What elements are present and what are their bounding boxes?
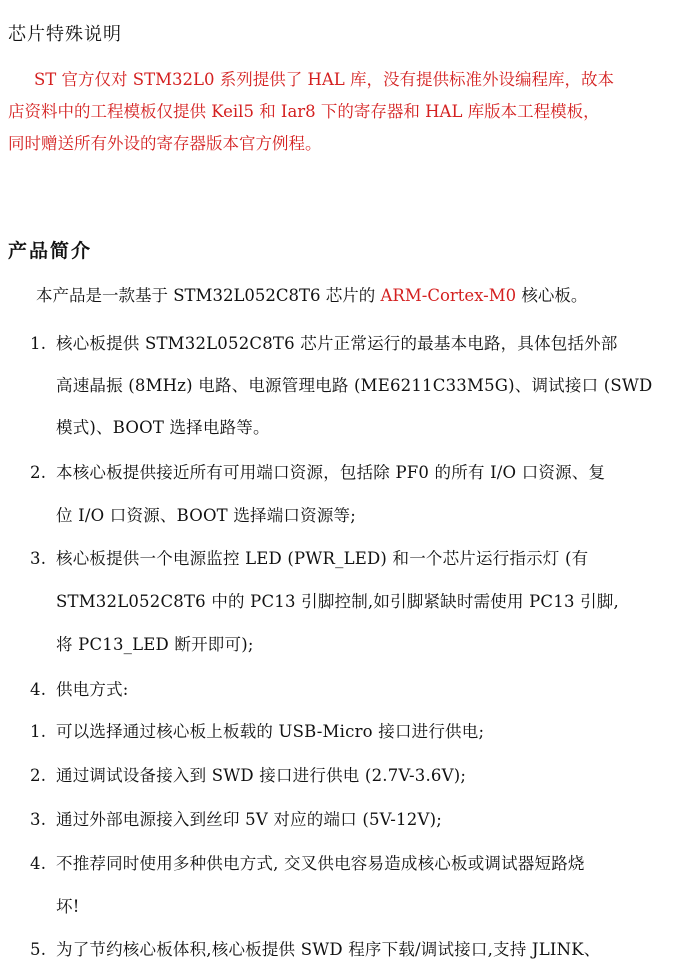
- item-number: 1.: [30, 722, 47, 741]
- notice-line-3: 同时赠送所有外设的寄存器版本官方例程。: [8, 134, 322, 153]
- section-title: 产品简介: [8, 240, 93, 262]
- item-number: 1.: [30, 334, 47, 353]
- item-text: 核心板提供 STM32L052C8T6 芯片正常运行的最基本电路，具体包括外部: [56, 334, 618, 353]
- item-text: 模式)、BOOT 选择电路等。: [56, 418, 270, 437]
- list-item-continuation: [56, 502, 356, 526]
- item-number: 4.: [30, 680, 47, 699]
- list-item: [30, 718, 484, 742]
- intro-suffix: 核心板。: [516, 286, 588, 305]
- list-item-continuation: [56, 893, 80, 917]
- item-number: 3.: [30, 549, 47, 568]
- list-item: [30, 762, 466, 786]
- chip-notice-text: [8, 64, 692, 160]
- list-item-continuation: [56, 372, 652, 396]
- item-text: 将 PC13_LED 断开即可);: [56, 635, 254, 654]
- item-text: STM32L052C8T6 中的 PC13 引脚控制,如引脚紧缺时需使用 PC13 引脚,: [56, 592, 619, 611]
- notice-line-2: 店资料中的工程模板仅提供 Keil5 和 Iar8 下的寄存器和 HAL 库版本工程模板，: [8, 102, 600, 121]
- list-item: [30, 545, 588, 569]
- item-text: 通过调试设备接入到 SWD 接口进行供电 (2.7V-3.6V);: [56, 766, 467, 785]
- item-number: 4.: [30, 854, 47, 873]
- intro-prefix: 本产品是一款基于 STM32L052C8T6 芯片的: [36, 286, 381, 305]
- list-item: [30, 459, 605, 483]
- item-text: 高速晶振 (8MHz) 电路、电源管理电路 (ME6211C33M5G)、调试接口 (SWD: [56, 376, 653, 395]
- item-text: 核心板提供一个电源监控 LED (PWR_LED) 和一个芯片运行指示灯 (有: [56, 549, 589, 568]
- notice-line-1: ST 官方仅对 STM32L0 系列提供了 HAL 库，没有提供标准外设编程库，故本: [34, 70, 614, 89]
- chip-notice-heading: 芯片特殊说明: [8, 24, 122, 45]
- item-text: 为了节约核心板体积,核心板提供 SWD 程序下载/调试接口,支持 JLINK、: [56, 940, 601, 959]
- list-item-continuation: [56, 588, 619, 612]
- item-number: 5.: [30, 940, 47, 959]
- list-item-continuation: [56, 414, 270, 438]
- item-number: 2.: [30, 463, 47, 482]
- item-number: 2.: [30, 766, 47, 785]
- list-item: [30, 676, 129, 700]
- list-item: [30, 330, 618, 354]
- item-text: 不推荐同时使用多种供电方式, 交叉供电容易造成核心板或调试器短路烧: [56, 854, 585, 873]
- item-text: 供电方式:: [56, 680, 129, 699]
- list-item: [30, 850, 585, 874]
- item-number: 3.: [30, 810, 47, 829]
- list-item-continuation: [56, 631, 254, 655]
- item-text: 坏!: [56, 897, 80, 916]
- list-item: [30, 806, 442, 830]
- list-item: [30, 936, 600, 960]
- item-text: 通过外部电源接入到丝印 5V 对应的端口 (5V-12V);: [56, 810, 442, 829]
- item-text: 位 I/O 口资源、BOOT 选择端口资源等;: [56, 506, 356, 525]
- intro-accent: ARM-Cortex-M0: [380, 286, 517, 305]
- item-text: 本核心板提供接近所有可用端口资源，包括除 PF0 的所有 I/O 口资源、复: [56, 463, 606, 482]
- intro-paragraph: [36, 282, 587, 306]
- item-text: 可以选择通过核心板上板载的 USB-Micro 接口进行供电;: [56, 722, 485, 741]
